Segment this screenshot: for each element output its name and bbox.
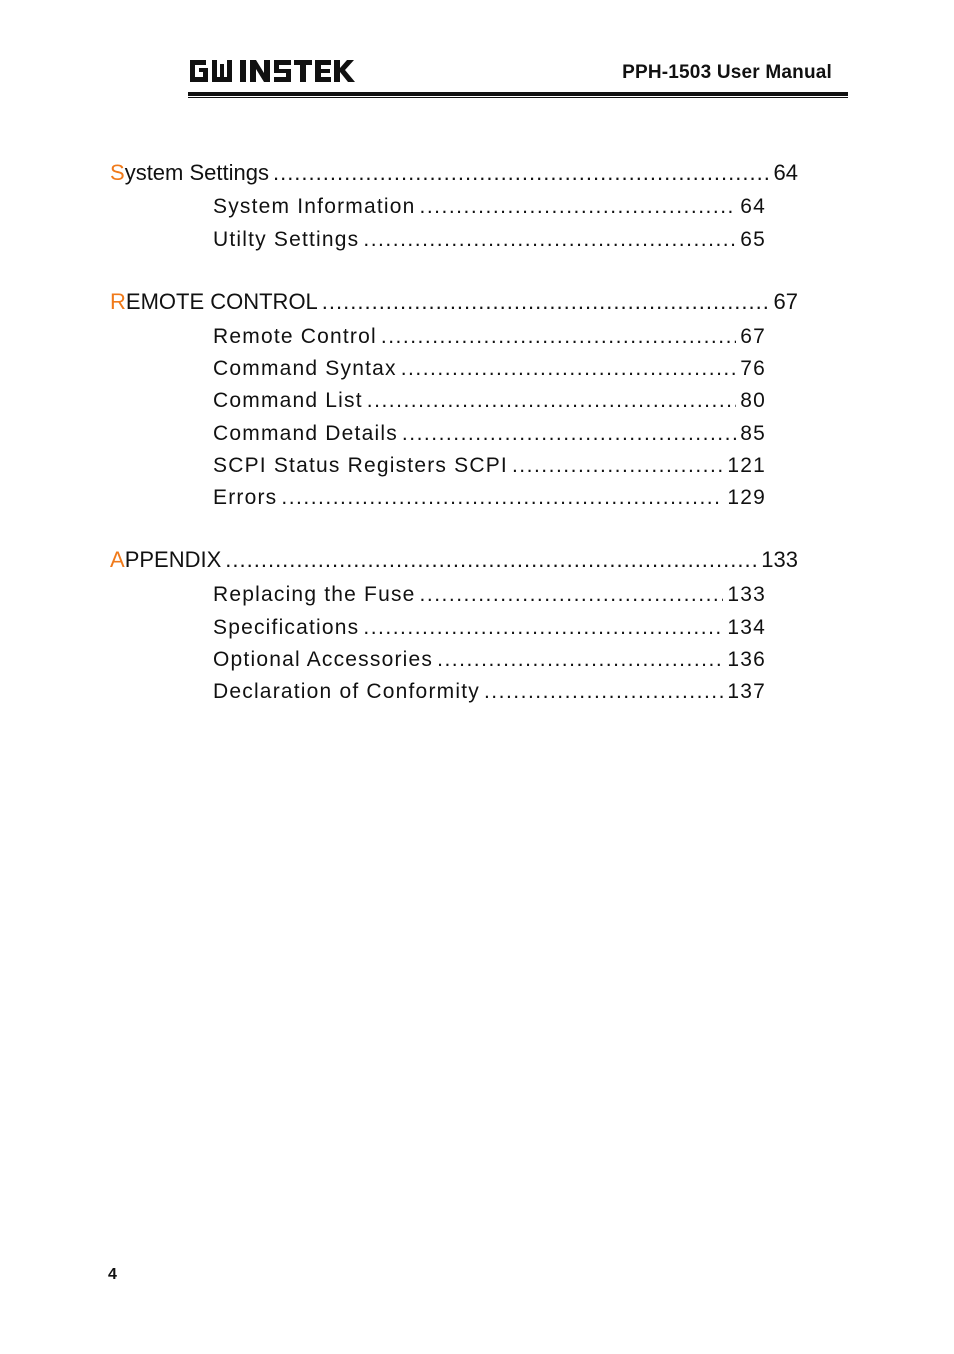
entry-label: Replacing the Fuse	[213, 583, 416, 606]
header-rule	[188, 92, 848, 96]
manual-title: PPH-1503 User Manual	[622, 62, 832, 83]
entry-label: Declaration of Conformity	[213, 680, 480, 703]
section-title-text: PPENDIX	[124, 547, 222, 572]
toc-entry[interactable]	[213, 389, 766, 413]
section-title-text: ystem Settings	[124, 160, 269, 185]
entry-page: 67	[740, 325, 766, 348]
toc-section-remote-control[interactable]	[110, 289, 798, 315]
entry-label: Utilty Settings	[213, 228, 360, 251]
entry-page: 136	[727, 648, 766, 671]
section-title-text: EMOTE CONTROL	[125, 289, 318, 314]
section-page: 67	[773, 289, 798, 314]
entry-label: Command List	[213, 389, 363, 412]
page-number: 4	[108, 1266, 117, 1283]
entry-label: System Information	[213, 195, 416, 218]
leader-dots	[402, 422, 736, 446]
header-rule-thin	[188, 97, 848, 98]
leader-dots	[273, 160, 770, 186]
leader-dots	[401, 357, 737, 381]
entry-page: 137	[727, 680, 766, 703]
entry-label: Specifications	[213, 616, 360, 639]
entry-page: 65	[740, 228, 766, 251]
section-page: 133	[761, 547, 798, 572]
toc-section-appendix[interactable]	[110, 547, 798, 573]
toc-entry[interactable]	[213, 454, 766, 478]
toc-entry[interactable]	[213, 486, 766, 510]
toc-section-system-settings[interactable]	[110, 160, 798, 186]
entry-label: Command Syntax	[213, 357, 397, 380]
leader-dots	[281, 486, 723, 510]
entry-label: SCPI Status Registers SCPI	[213, 454, 508, 477]
toc-entry[interactable]	[213, 648, 766, 672]
leader-dots	[420, 583, 724, 607]
entry-page: 76	[740, 357, 766, 380]
section-initial: A	[110, 547, 125, 572]
leader-dots	[225, 547, 757, 573]
toc-entry[interactable]	[213, 616, 766, 640]
entry-label: Errors	[213, 486, 278, 509]
leader-dots	[484, 680, 723, 704]
entry-page: 133	[727, 583, 766, 606]
entry-page: 129	[727, 486, 766, 509]
entry-page: 134	[727, 616, 766, 639]
section-initial: S	[110, 160, 125, 185]
leader-dots	[381, 325, 736, 349]
entry-page: 85	[740, 422, 766, 445]
toc-entry[interactable]	[213, 357, 766, 381]
leader-dots	[367, 389, 736, 413]
section-page: 64	[773, 160, 798, 185]
section-initial: R	[110, 289, 126, 314]
leader-dots	[363, 228, 736, 252]
toc-entry[interactable]	[213, 195, 766, 219]
toc-entry[interactable]	[213, 422, 766, 446]
entry-label: Optional Accessories	[213, 648, 434, 671]
leader-dots	[437, 648, 723, 672]
entry-label: Command Details	[213, 422, 398, 445]
leader-dots	[363, 616, 723, 640]
toc-entry[interactable]	[213, 583, 766, 607]
leader-dots	[322, 289, 770, 315]
gw-instek-logo	[188, 56, 360, 86]
leader-dots	[512, 454, 723, 478]
toc-entry[interactable]	[213, 325, 766, 349]
toc-entry[interactable]	[213, 228, 766, 252]
leader-dots	[420, 195, 737, 219]
entry-label: Remote Control	[213, 325, 377, 348]
entry-page: 121	[727, 454, 766, 477]
entry-page: 80	[740, 389, 766, 412]
toc-entry[interactable]	[213, 680, 766, 704]
entry-page: 64	[740, 195, 766, 218]
